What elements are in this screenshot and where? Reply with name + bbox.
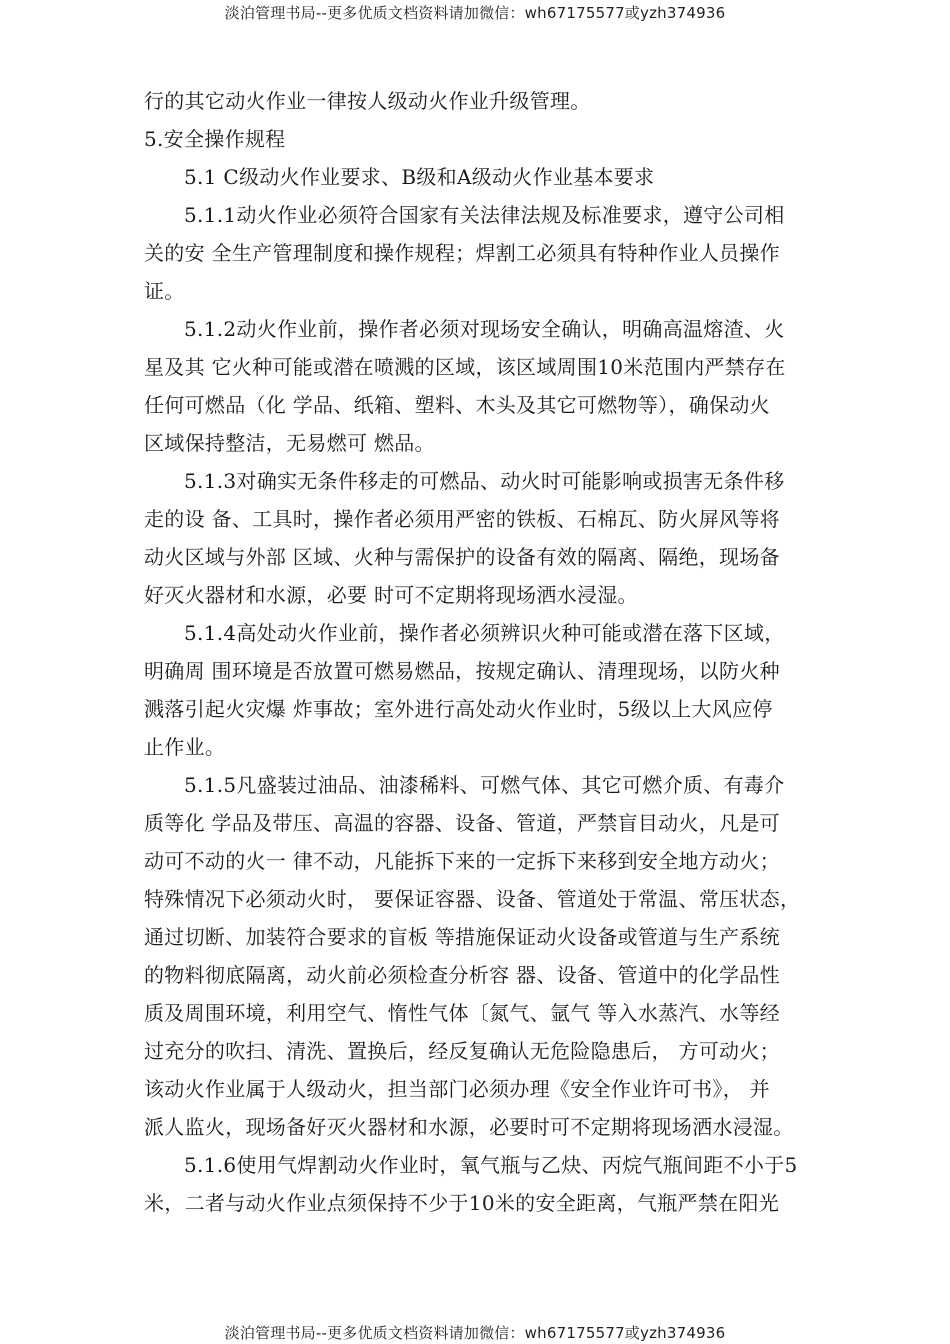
- text-line: 过充分的吹扫、清洗、置换后，经反复确认无危险隐患后， 方可动火；: [144, 1039, 780, 1063]
- text-line: 证。: [144, 279, 185, 303]
- text-line: 5.1.5凡盛装过油品、油漆稀料、可燃气体、其它可燃介质、有毒介: [184, 773, 785, 797]
- text-line: 质等化 学品及带压、高温的容器、设备、管道，严禁盲目动火，凡是可: [144, 811, 780, 835]
- text-line: 走的设 备、工具时，操作者必须用严密的铁板、石棉瓦、防火屏风等将: [144, 507, 780, 531]
- text-line: 任何可燃品（化 学品、纸箱、塑料、木头及其它可燃物等），确保动火: [144, 393, 770, 417]
- text-line: 5.1.3对确实无条件移走的可燃品、动火时可能影响或损害无条件移: [184, 469, 785, 493]
- clause-5-1-4: [144, 614, 859, 766]
- clause-5-1-2: [144, 310, 859, 462]
- text-line: 质及周围环境，利用空气、惰性气体〔氮气、氩气 等入水蒸汽、水等经: [144, 1001, 780, 1025]
- clause-5-1-3: [144, 462, 859, 614]
- page-header: 淡泊管理书局--更多优质文档资料请加微信：wh67175577或yzh374936: [224, 4, 726, 22]
- text-line: 米，二者与动火作业点须保持不少于10米的安全距离，气瓶严禁在阳光: [144, 1191, 780, 1215]
- text-line: 区域保持整洁，无易燃可 燃品。: [144, 431, 435, 455]
- text-line: 5.1.6使用气焊割动火作业时，氧气瓶与乙炔、丙烷气瓶间距不小于5: [184, 1153, 798, 1177]
- text-line: 止作业。: [144, 735, 226, 759]
- text-line: 派人监火，现场备好灭火器材和水源，必要时可不定期将现场洒水浸湿。: [144, 1115, 794, 1139]
- text-line: 5.1.4高处动火作业前，操作者必须辨识火种可能或潜在落下区域，: [184, 621, 785, 645]
- section-heading: [144, 120, 859, 158]
- text-line: 该动火作业属于人级动火，担当部门必须办理《安全作业许可书》， 并: [144, 1077, 770, 1101]
- text-line: 动火区域与外部 区域、火种与需保护的设备有效的隔离、隔绝，现场备: [144, 545, 780, 569]
- text-line: 明确周 围环境是否放置可燃易燃品，按规定确认、清理现场，以防火种: [144, 659, 780, 683]
- text-line: 特殊情况下必须动火时， 要保证容器、设备、管道处于常温、常压状态，: [144, 887, 801, 911]
- clause-5-1-1: [144, 196, 859, 310]
- text-line: 的物料彻底隔离，动火前必须检查分析容 器、设备、管道中的化学品性: [144, 963, 780, 987]
- subsection-heading: [144, 158, 859, 196]
- page-footer: 淡泊管理书局--更多优质文档资料请加微信：wh67175577或yzh374936: [224, 1324, 726, 1342]
- text-line: 5.1.2动火作业前，操作者必须对现场安全确认，明确高温熔渣、火: [184, 317, 785, 341]
- text-line: 5.1.1动火作业必须符合国家有关法律法规及标准要求，遵守公司相: [184, 203, 785, 227]
- text-line: 关的安 全生产管理制度和操作规程；焊割工必须具有特种作业人员操作: [144, 241, 780, 265]
- text-line: 好灭火器材和水源，必要 时可不定期将现场洒水浸湿。: [144, 583, 638, 607]
- document-body: [144, 82, 859, 1222]
- text-line: 5.安全操作规程: [144, 127, 286, 151]
- paragraph-continuation: [144, 82, 859, 120]
- text-line: 溅落引起火灾爆 炸事故；室外进行高处动火作业时，5级以上大风应停: [144, 697, 773, 721]
- text-line: 行的其它动火作业一律按人级动火作业升级管理。: [144, 89, 591, 113]
- text-line: 星及其 它火种可能或潜在喷溅的区域，该区域周围10米范围内严禁存在: [144, 355, 786, 379]
- clause-5-1-5: [144, 766, 859, 1146]
- text-line: 动可不动的火一 律不动，凡能拆下来的一定拆下来移到安全地方动火；: [144, 849, 780, 873]
- text-line: 通过切断、加装符合要求的盲板 等措施保证动火设备或管道与生产系统: [144, 925, 780, 949]
- text-line: 5.1 C级动火作业要求、B级和A级动火作业基本要求: [184, 165, 655, 189]
- clause-5-1-6: [144, 1146, 859, 1222]
